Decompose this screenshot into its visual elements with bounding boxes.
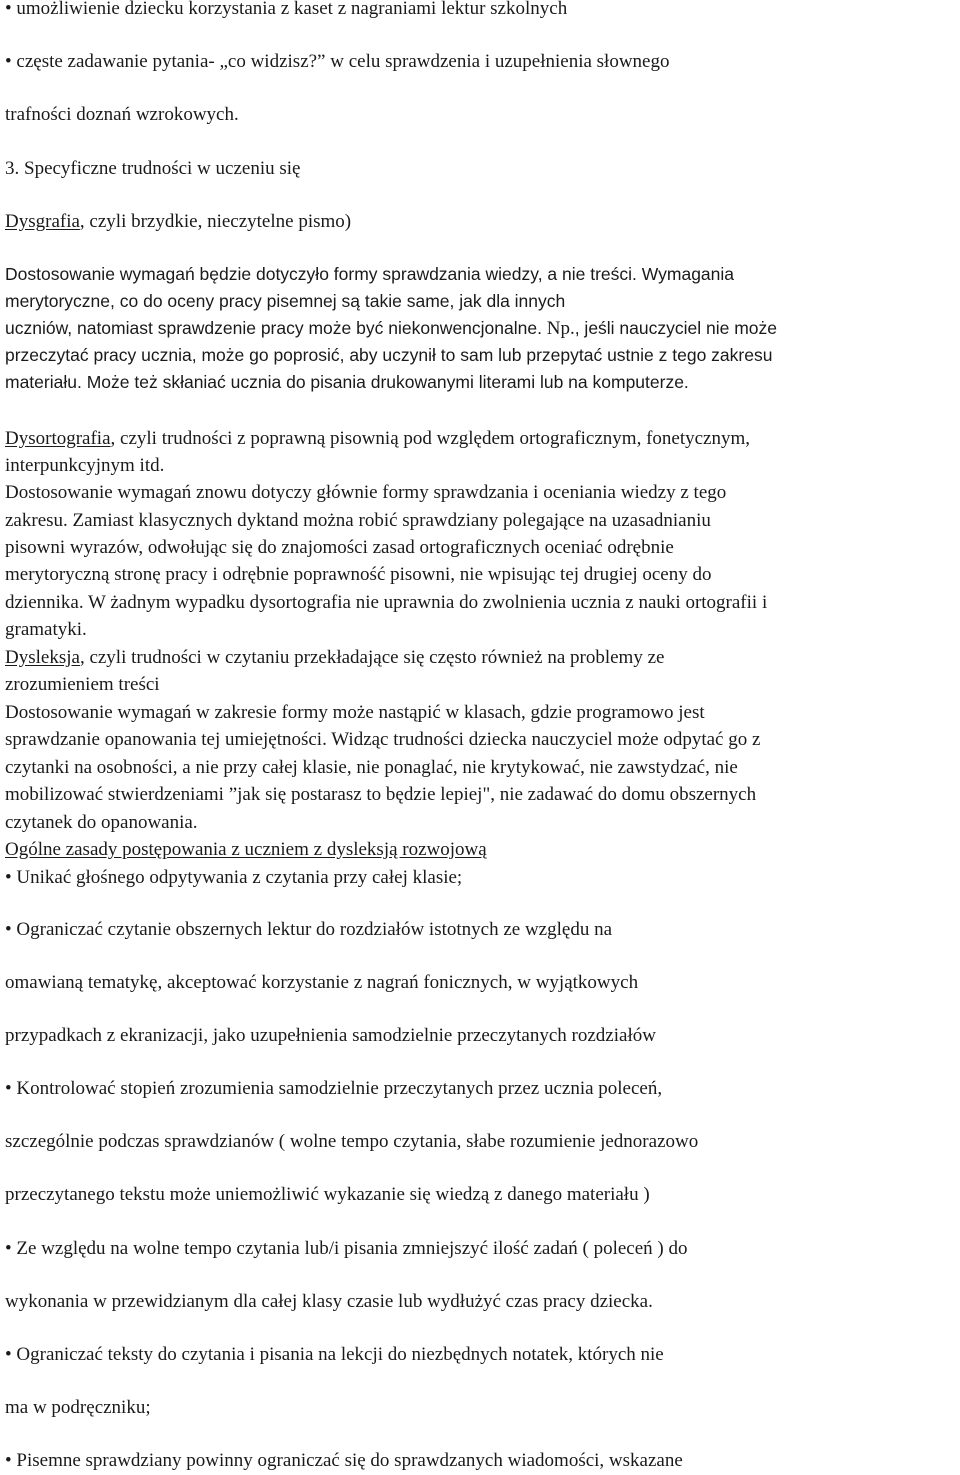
text-line: wykonania w przewidzianym dla całej klasy czasie lub wydłużyć czas pracy dziecka. [5, 1291, 653, 1312]
text-segment: Może też skłaniać ucznia do pisania drukowanymi literami lub na komputerze. [81, 372, 689, 392]
text-segment: , czyli trudności w czytaniu przekładające się często również na problemy ze [79, 647, 665, 668]
bullet-item: • Unikać głośnego odpytywania z czytania przy całej klasie; [5, 867, 463, 888]
subheading: Ogólne zasady postępowania z uczniem z dysleksją rozwojową [5, 839, 487, 860]
text-line: sprawdzanie opanowania tej umiejętności. Widząc trudności dziecka nauczyciel może odpytać go z [5, 729, 761, 750]
text-line [5, 316, 777, 341]
bullet-item: • częste zadawanie pytania- „co widzisz?” w celu sprawdzenia i uzupełnienia słownego [5, 51, 670, 72]
text-line [5, 427, 750, 451]
bullet-item: • Ze względu na wolne tempo czytania lub/i pisania zmniejszyć ilość zadań ( poleceń ) do [5, 1238, 688, 1259]
bullet-item: • Ograniczać teksty do czytania i pisania na lekcji do niezbędnych notatek, których nie [5, 1344, 664, 1365]
text-line: pisowni wyrazów, odwołując się do znajomości zasad ortograficznych oceniać odrębnie [5, 537, 674, 558]
text-line: trafności doznań wzrokowych. [5, 104, 239, 125]
text-line: merytoryczne, co do oceny pracy pisemnej są takie same, jak dla innych [5, 291, 566, 311]
text-line: zakresu. Zamiast klasycznych dyktand można robić sprawdziany polegające na uzasadnianiu [5, 510, 711, 531]
text-line [5, 370, 689, 395]
text-line: Dostosowanie wymagań znowu dotyczy głównie formy sprawdzania i oceniania wiedzy z tego [5, 482, 727, 503]
text-line: interpunkcyjnym itd. [5, 455, 165, 476]
term-dysgrafia: Dysgrafia [5, 211, 80, 232]
term-dysortografia: Dysortografia [5, 428, 111, 449]
text-segment: , czyli brzydkie, nieczytelne pismo) [79, 211, 352, 232]
bullet-item: • Ograniczać czytanie obszernych lektur do rozdziałów istotnych ze względu na [5, 919, 613, 940]
text-line [5, 646, 664, 670]
text-segment: , czyli trudności z poprawną pisownią pod względem ortograficznym, fonetycznym, [110, 428, 750, 449]
text-segment: , jeśli nauczyciel nie może [574, 318, 778, 338]
bullet-item: • Pisemne sprawdziany powinny ograniczać się do sprawdzanych wiadomości, wskazane [5, 1450, 683, 1471]
text-line: Dostosowanie wymagań w zakresie formy może nastąpić w klasach, gdzie programowo jest [5, 702, 705, 723]
text-line: przeczytać pracy ucznia, może go poprosić, aby uczynił to sam lub przepytać ustnie z tego zakresu [5, 345, 773, 365]
text-line: przeczytanego tekstu może uniemożliwić wykazanie się wiedzą z danego materiału ) [5, 1184, 650, 1205]
text-line: czytanki na osobności, a nie przy całej klasie, nie ponaglać, nie krytykować, nie zawstydzać, nie [5, 757, 738, 778]
text-line: ma w podręczniku; [5, 1397, 151, 1418]
text-segment: Wymagania [636, 264, 735, 284]
text-segment: Np. [541, 318, 575, 339]
text-line: mobilizować stwierdzeniami ”jak się postarasz to będzie lepiej", nie zadawać do domu obszernych [5, 784, 757, 805]
text-line: czytanek do opanowania. [5, 812, 198, 833]
text-segment: Dostosowanie wymagań będzie dotyczyło formy sprawdzania wiedzy, a nie treści. [5, 264, 637, 284]
section-heading: 3. Specyficzne trudności w uczeniu się [5, 158, 301, 179]
text-segment: materiału. [5, 372, 82, 392]
text-line: dziennika. W żadnym wypadku dysortografia nie uprawnia do zwolnienia ucznia z nauki ortografii i [5, 592, 768, 613]
text-line: gramatyki. [5, 619, 87, 640]
text-line [5, 210, 351, 234]
text-segment: uczniów, natomiast sprawdzenie pracy może być niekonwencjonalne. [5, 318, 542, 338]
text-line: zrozumieniem treści [5, 674, 160, 695]
text-line: merytoryczną stronę pracy i odrębnie poprawność pisowni, nie wpisując tej drugiej oceny do [5, 564, 712, 585]
text-line: przypadkach z ekranizacji, jako uzupełnienia samodzielnie przeczytanych rozdziałów [5, 1025, 656, 1046]
bullet-item: • Kontrolować stopień zrozumienia samodzielnie przeczytanych przez ucznia poleceń, [5, 1078, 663, 1099]
text-line: szczególnie podczas sprawdzianów ( wolne tempo czytania, słabe rozumienie jednorazowo [5, 1131, 699, 1152]
term-dysleksja: Dysleksja [5, 647, 80, 668]
bullet-item: • umożliwienie dziecku korzystania z kaset z nagraniami lektur szkolnych [5, 0, 568, 19]
text-line [5, 262, 734, 287]
text-line: omawianą tematykę, akceptować korzystanie z nagrań fonicznych, w wyjątkowych [5, 972, 639, 993]
